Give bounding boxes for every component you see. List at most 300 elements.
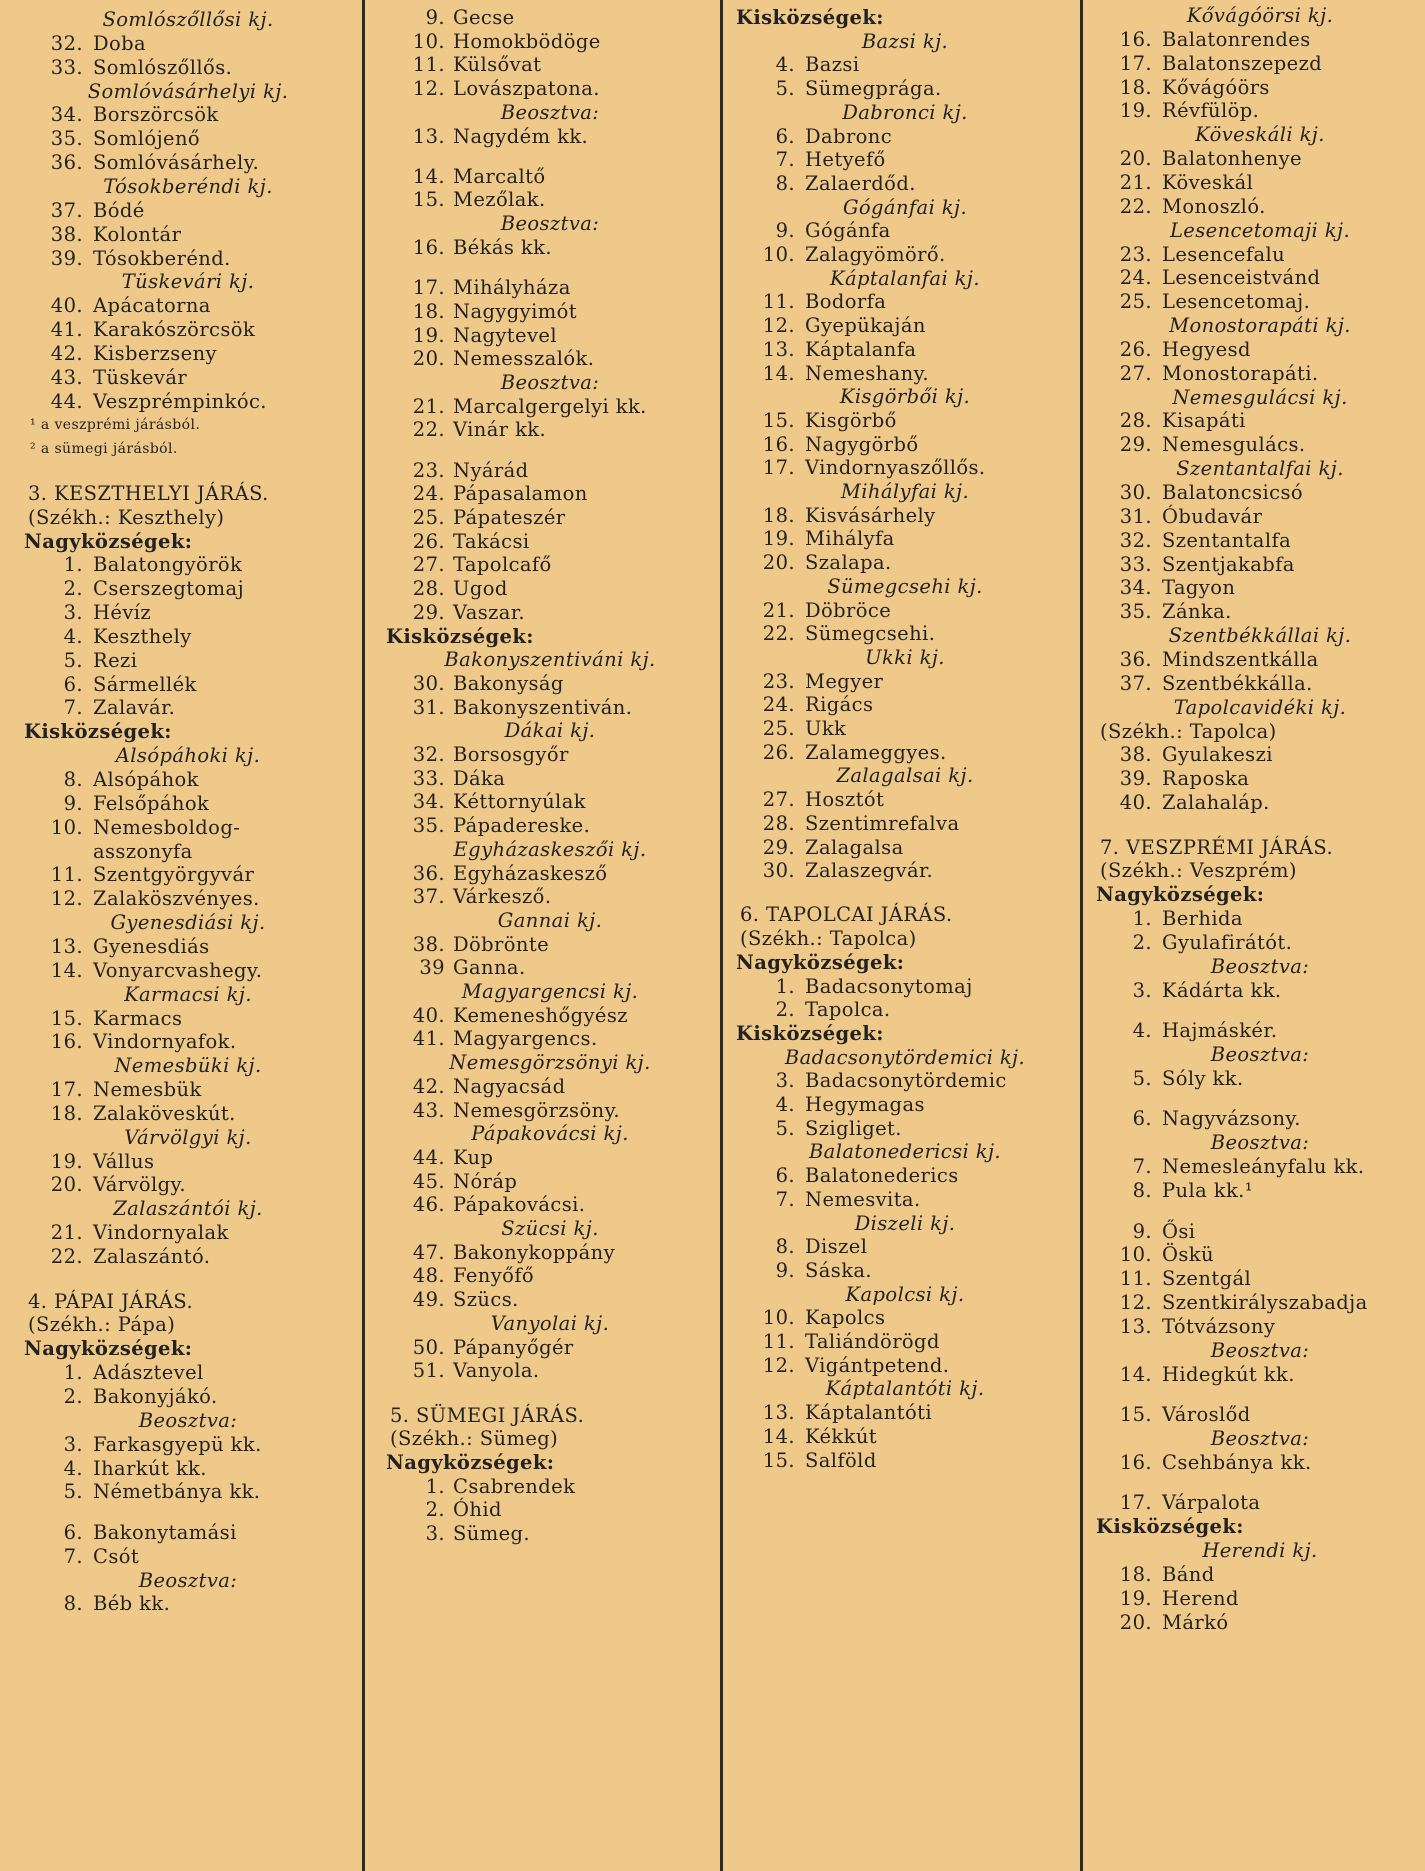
item-number: 14. xyxy=(412,164,445,188)
list-item xyxy=(28,1458,348,1480)
item-number: 1. xyxy=(63,1361,83,1385)
list-item xyxy=(390,7,710,29)
list-item xyxy=(740,600,1070,622)
item-number: 43. xyxy=(50,365,83,389)
list-item xyxy=(390,237,710,259)
settlement-name: Hegyesd xyxy=(1162,337,1251,361)
list-item xyxy=(740,220,1070,242)
item-number: 6. xyxy=(63,672,83,696)
list-item xyxy=(740,1355,1070,1377)
list-item xyxy=(28,1151,348,1173)
item-number: 47. xyxy=(412,1240,445,1264)
list-item xyxy=(740,54,1070,76)
item-number: 10. xyxy=(50,815,83,839)
list-item xyxy=(1100,1452,1420,1474)
list-item xyxy=(28,554,348,576)
settlement-name: Zalaerdőd. xyxy=(805,171,916,195)
settlement-name: Marcaltő xyxy=(453,164,546,188)
settlement-name: Tapolcafő xyxy=(453,553,552,577)
settlement-name: Vanyola. xyxy=(453,1359,540,1383)
settlement-name: Nemesvita. xyxy=(805,1187,921,1211)
settlement-name: Béb kk. xyxy=(93,1592,171,1616)
item-number: 19. xyxy=(1119,1586,1152,1610)
item-number: 26. xyxy=(762,740,795,764)
list-item xyxy=(390,791,710,813)
item-number: 13. xyxy=(762,337,795,361)
list-item xyxy=(740,1165,1070,1187)
list-item xyxy=(1100,1244,1420,1266)
list-item xyxy=(390,1028,710,1050)
list-item xyxy=(28,128,348,150)
subdistrict-heading: Somlóvásárhelyi kj. xyxy=(87,79,289,103)
settlement-name: Zalameggyes. xyxy=(805,740,947,764)
list-item xyxy=(28,224,348,246)
item-number: 39 xyxy=(419,956,445,980)
beosztva-label: Beosztva: xyxy=(1210,1338,1310,1362)
footnote: ¹ a veszprémi járásból. xyxy=(30,417,201,434)
settlement-name: Borszörcsök xyxy=(93,103,219,127)
list-item xyxy=(740,552,1070,574)
item-number: 15. xyxy=(1119,1403,1152,1427)
subdistrict-heading: Nemesgulácsi kj. xyxy=(1172,385,1348,409)
settlement-name: Bakonytamási xyxy=(93,1520,237,1544)
settlement-name: Zalavár. xyxy=(93,696,176,720)
settlement-name: Doba xyxy=(93,31,147,55)
item-number: 36. xyxy=(1119,647,1152,671)
settlement-name: Balatonszepezd xyxy=(1162,51,1323,75)
list-item xyxy=(390,1242,710,1264)
item-number: 41. xyxy=(50,318,83,342)
subdistrict-heading: Várvölgyi kj. xyxy=(124,1125,252,1149)
settlement-name: Hosztót xyxy=(805,788,885,812)
settlement-name: Veszprémpinkóc. xyxy=(93,389,267,413)
subdistrict-heading: Tósokberéndi kj. xyxy=(103,174,273,198)
settlement-name: Fenyőfő xyxy=(453,1264,535,1288)
list-item xyxy=(1100,339,1420,361)
settlement-name: Karmacs xyxy=(93,1006,183,1030)
settlement-name: Mihályháza xyxy=(453,276,571,300)
list-item xyxy=(28,960,348,982)
beosztva-label: Beosztva: xyxy=(1210,954,1310,978)
item-number: 43. xyxy=(412,1098,445,1122)
item-number: 3. xyxy=(425,1522,445,1546)
settlement-name: Vonyarcvashegy. xyxy=(93,958,263,982)
list-item xyxy=(1100,100,1420,122)
settlement-name: Szücs. xyxy=(453,1288,519,1312)
item-number: 37. xyxy=(50,198,83,222)
list-item xyxy=(740,976,1070,998)
settlement-name: Lesencetomaj. xyxy=(1162,290,1311,314)
item-number: 34. xyxy=(50,103,83,127)
settlement-name: Salföld xyxy=(805,1448,877,1472)
list-item xyxy=(390,78,710,100)
item-number: 7. xyxy=(775,1187,795,1211)
list-item xyxy=(28,578,348,600)
list-item xyxy=(28,841,348,863)
settlement-name: Nemesbük xyxy=(93,1078,202,1102)
district-seat: (Székh.: Keszthely) xyxy=(28,505,225,529)
settlement-name: Ganna. xyxy=(453,956,526,980)
item-number: 29. xyxy=(412,600,445,624)
item-number: 13. xyxy=(50,934,83,958)
list-item xyxy=(390,189,710,211)
subdistrict-heading: Mihályfai kj. xyxy=(840,480,970,503)
settlement-name: Marcalgergelyi kk. xyxy=(453,394,647,418)
item-number: 3. xyxy=(63,601,83,625)
settlement-name: Zánka. xyxy=(1162,600,1232,624)
item-number: 40. xyxy=(50,294,83,318)
settlement-name: Szentbékkálla. xyxy=(1162,671,1313,695)
list-item xyxy=(390,554,710,576)
item-number: 42. xyxy=(50,341,83,365)
district-seat: (Székh.: Pápa) xyxy=(28,1313,176,1337)
list-item xyxy=(1100,980,1420,1002)
settlement-name: Tüskevár xyxy=(93,365,188,389)
list-item xyxy=(740,718,1070,740)
item-number: 29. xyxy=(762,835,795,859)
settlement-name: Hetyefő xyxy=(805,148,886,172)
subdistrict-heading: Szentantalfai kj. xyxy=(1176,457,1344,481)
settlement-name: Balatongyörök xyxy=(93,553,243,577)
item-number: 36. xyxy=(50,151,83,175)
settlement-name: Vindornyafok. xyxy=(93,1030,237,1054)
settlement-name: Nagydém kk. xyxy=(453,124,589,148)
item-number: 34. xyxy=(1119,576,1152,600)
list-item xyxy=(1100,673,1420,695)
list-item xyxy=(28,1031,348,1053)
settlement-name: Somlójenő xyxy=(93,127,201,151)
beosztva-label: Beosztva: xyxy=(500,100,600,124)
subdistrict-heading: Lesencetomaji kj. xyxy=(1169,218,1351,242)
settlement-name: Hidegkút kk. xyxy=(1162,1362,1295,1386)
item-number: 16. xyxy=(1119,27,1152,51)
list-item xyxy=(390,1265,710,1287)
list-item xyxy=(740,623,1070,645)
item-number: 42. xyxy=(412,1074,445,1098)
column-3 xyxy=(736,0,1070,1871)
item-number: 28. xyxy=(1119,409,1152,433)
column-divider xyxy=(1080,0,1083,1871)
settlement-name: Nemesboldog- xyxy=(93,815,241,839)
beosztva-label: Beosztva: xyxy=(1210,1131,1310,1155)
list-item xyxy=(1100,768,1420,790)
item-number: 15. xyxy=(412,188,445,212)
settlement-name: Gyulafirátót. xyxy=(1162,930,1293,954)
list-item xyxy=(1100,554,1420,576)
settlement-name: Ugod xyxy=(453,577,508,601)
section-heading: Kisközségek: xyxy=(736,1021,884,1045)
item-number: 18. xyxy=(1119,1563,1152,1587)
settlement-name: Szigliget. xyxy=(805,1116,902,1140)
item-number: 28. xyxy=(762,811,795,835)
settlement-name: Kapolcs xyxy=(805,1306,886,1330)
settlement-name: Szentimrefalva xyxy=(805,811,960,835)
item-number: 32. xyxy=(50,31,83,55)
item-number: 2. xyxy=(1132,930,1152,954)
list-item xyxy=(1100,1364,1420,1386)
subdistrict-heading: Egyházaskeszői kj. xyxy=(453,837,647,861)
subdistrict-heading: Nemesgörzsönyi kj. xyxy=(449,1051,651,1075)
settlement-name: Gyepükaján xyxy=(805,314,926,338)
list-item xyxy=(740,410,1070,432)
item-number: 11. xyxy=(50,863,83,887)
item-number: 26. xyxy=(412,529,445,553)
settlement-name: Kemeneshőgyész xyxy=(453,1003,628,1027)
item-number: 12. xyxy=(762,314,795,338)
settlement-name: Badacsonytördemic xyxy=(805,1069,1007,1093)
list-item xyxy=(28,57,348,79)
item-number: 1. xyxy=(1132,907,1152,931)
settlement-name: Bakonyság xyxy=(453,671,564,695)
item-number: 15. xyxy=(762,408,795,432)
item-number: 23. xyxy=(1119,242,1152,266)
settlement-name: Nagytevel xyxy=(453,323,557,347)
settlement-name: Sóly kk. xyxy=(1162,1066,1244,1090)
settlement-name: Pula kk.¹ xyxy=(1162,1179,1253,1203)
item-number: 21. xyxy=(412,394,445,418)
item-number: 17. xyxy=(50,1078,83,1102)
list-item xyxy=(390,277,710,299)
settlement-name: Somlószőllős. xyxy=(93,55,233,79)
list-item xyxy=(28,674,348,696)
list-item xyxy=(1100,649,1420,671)
item-number: 17. xyxy=(762,456,795,480)
settlement-name: Takácsi xyxy=(453,529,530,553)
settlement-name: Rigács xyxy=(805,693,874,717)
item-number: 10. xyxy=(412,29,445,53)
item-number: 30. xyxy=(762,859,795,883)
item-number: 14. xyxy=(762,1424,795,1448)
list-item xyxy=(390,1289,710,1311)
settlement-name: Kup xyxy=(453,1145,494,1169)
list-item xyxy=(390,1499,710,1521)
settlement-name: Szentgál xyxy=(1162,1267,1252,1291)
settlement-name: Döbröce xyxy=(805,598,892,622)
list-item xyxy=(390,531,710,553)
list-item xyxy=(28,1593,348,1615)
item-number: 7. xyxy=(63,1544,83,1568)
settlement-name: Rezi xyxy=(93,648,138,672)
list-item xyxy=(390,1476,710,1498)
settlement-name: Bakonyszentiván. xyxy=(453,695,633,719)
item-number: 11. xyxy=(762,290,795,314)
settlement-name: Hajmáskér. xyxy=(1162,1019,1278,1043)
item-number: 27. xyxy=(1119,361,1152,385)
settlement-name: Pápadereske. xyxy=(453,814,591,838)
subdistrict-heading: Karmacsi kj. xyxy=(124,982,252,1006)
settlement-name: Óbudavár xyxy=(1162,504,1263,528)
subdistrict-heading: Kisgörbői kj. xyxy=(839,385,971,409)
item-number: 12. xyxy=(1119,1291,1152,1315)
item-number: 15. xyxy=(50,1006,83,1030)
item-number: 8. xyxy=(63,1592,83,1616)
list-item xyxy=(28,1481,348,1503)
item-number: 26. xyxy=(1119,337,1152,361)
list-item xyxy=(390,325,710,347)
item-number: 38. xyxy=(50,222,83,246)
settlement-name: Révfülöp. xyxy=(1162,99,1260,123)
list-item xyxy=(28,1386,348,1408)
list-item xyxy=(390,1171,710,1193)
settlement-name: Ukk xyxy=(805,717,847,740)
settlement-name: Sáska. xyxy=(805,1258,873,1282)
list-item xyxy=(390,126,710,148)
settlement-name: Farkasgyepü kk. xyxy=(93,1432,262,1456)
list-item xyxy=(28,602,348,624)
settlement-name: Bodorfa xyxy=(805,290,887,314)
item-number: 35. xyxy=(1119,600,1152,624)
list-item xyxy=(1100,1221,1420,1243)
item-number: 35. xyxy=(50,127,83,151)
subdistrict-heading: Pápakovácsi kj. xyxy=(471,1122,629,1146)
subdistrict-heading: Monostorapáti kj. xyxy=(1169,314,1351,338)
district-seat: (Székh.: Tapolca) xyxy=(740,927,917,951)
list-item xyxy=(740,837,1070,859)
subdistrict-heading: Ukki kj. xyxy=(865,645,945,669)
list-item xyxy=(1100,1588,1420,1610)
list-item xyxy=(390,1147,710,1169)
list-item xyxy=(1100,1108,1420,1130)
item-number: 21. xyxy=(50,1221,83,1245)
settlement-name: Káptalantóti xyxy=(805,1401,933,1425)
list-item xyxy=(390,483,710,505)
settlement-name: Sármellék xyxy=(93,672,197,696)
subdistrict-heading: Gannai kj. xyxy=(497,908,603,932)
item-number: 40. xyxy=(412,1003,445,1027)
settlement-name: Vállus xyxy=(93,1149,155,1173)
settlement-name: Tapolca. xyxy=(805,998,891,1022)
list-item xyxy=(1100,1612,1420,1634)
item-number: 27. xyxy=(762,788,795,812)
settlement-name: Nemeshany. xyxy=(805,361,930,385)
settlement-name: Mindszentkálla xyxy=(1162,647,1319,671)
settlement-name: Kővágóörs xyxy=(1162,75,1270,99)
list-item xyxy=(390,396,710,418)
subdistrict-heading: Kővágóörsi kj. xyxy=(1186,4,1334,27)
list-item xyxy=(740,126,1070,148)
list-item xyxy=(390,602,710,624)
item-number: 12. xyxy=(412,77,445,101)
settlement-name: Kisgörbő xyxy=(805,408,897,432)
item-number: 16. xyxy=(1119,1450,1152,1474)
item-number: 9. xyxy=(63,791,83,815)
settlement-name: Iharkút kk. xyxy=(93,1456,207,1480)
settlement-name: Monoszló. xyxy=(1162,194,1266,218)
list-item xyxy=(740,1426,1070,1448)
subdistrict-heading: Gyenesdiási kj. xyxy=(110,911,266,935)
item-number: 5. xyxy=(63,648,83,672)
settlement-name: Kékkút xyxy=(805,1424,878,1448)
list-item xyxy=(740,1118,1070,1140)
settlement-name: Pápateszér xyxy=(453,506,566,530)
list-item xyxy=(390,1005,710,1027)
list-item xyxy=(740,1402,1070,1424)
settlement-name: Raposka xyxy=(1162,767,1250,791)
item-number: 8. xyxy=(775,1235,795,1259)
item-number: 18. xyxy=(412,299,445,323)
item-number: 21. xyxy=(762,598,795,622)
beosztva-label: Beosztva: xyxy=(138,1568,238,1592)
settlement-name: Homokbödöge xyxy=(453,29,601,53)
settlement-name: Sümegcsehi. xyxy=(805,622,936,646)
item-number: 41. xyxy=(412,1027,445,1051)
item-number: 35. xyxy=(412,814,445,838)
item-number: 7. xyxy=(1132,1155,1152,1179)
settlement-name: Felsőpáhok xyxy=(93,791,210,815)
settlement-name: Csót xyxy=(93,1544,140,1568)
section-heading: Kisközségek: xyxy=(1096,1515,1244,1539)
item-number: 9. xyxy=(425,6,445,29)
settlement-name: Nemesgörzsöny. xyxy=(453,1098,620,1122)
item-number: 23. xyxy=(412,458,445,482)
list-item xyxy=(28,1522,348,1544)
list-item xyxy=(1100,1564,1420,1586)
list-item xyxy=(28,295,348,317)
district-seat: (Székh.: Veszprém) xyxy=(1100,859,1297,883)
settlement-name: Nóráp xyxy=(453,1169,518,1193)
settlement-name: Nemesgulács. xyxy=(1162,433,1306,457)
list-item xyxy=(1100,1020,1420,1042)
list-item xyxy=(1100,1316,1420,1338)
settlement-name: Csabrendek xyxy=(453,1474,576,1498)
settlement-name: Dáka xyxy=(453,766,506,790)
item-number: 11. xyxy=(1119,1267,1152,1291)
settlement-name: Ősi xyxy=(1162,1219,1196,1243)
item-number: 16. xyxy=(50,1030,83,1054)
settlement-name: Zalaszegvár. xyxy=(805,859,934,883)
item-number: 30. xyxy=(412,671,445,695)
beosztva-label: Beosztva: xyxy=(138,1408,238,1432)
district-seat: (Székh.: Sümeg) xyxy=(390,1427,559,1451)
item-number: 13. xyxy=(412,124,445,148)
section-heading: Kisközségek: xyxy=(736,6,884,29)
item-number: 2. xyxy=(425,1498,445,1522)
subdistrict-heading: Káptalantóti kj. xyxy=(825,1377,985,1401)
item-number: 10. xyxy=(762,243,795,266)
list-item xyxy=(28,200,348,222)
list-item xyxy=(390,1360,710,1382)
list-item xyxy=(1100,577,1420,599)
item-number: 8. xyxy=(1132,1179,1152,1203)
item-number: 15. xyxy=(762,1448,795,1472)
settlement-name: Sümegprága. xyxy=(805,77,942,101)
list-item xyxy=(28,769,348,791)
item-number: 23. xyxy=(762,669,795,693)
section-heading: Kisközségek: xyxy=(24,720,172,744)
settlement-name: Nemesleányfalu kk. xyxy=(1162,1155,1365,1179)
subdistrict-heading: Dákai kj. xyxy=(504,719,596,743)
list-item xyxy=(1100,29,1420,51)
item-number: 9. xyxy=(775,219,795,243)
item-number: 5. xyxy=(1132,1066,1152,1090)
item-number: 32. xyxy=(412,743,445,767)
settlement-name: Bánd xyxy=(1162,1563,1215,1587)
list-item xyxy=(390,768,710,790)
item-number: 10. xyxy=(1119,1243,1152,1267)
list-item xyxy=(390,744,710,766)
beosztva-label: Beosztva: xyxy=(500,212,600,236)
district-title: 3. KESZTHELYI JÁRÁS. xyxy=(28,481,269,505)
settlement-name: Tagyon xyxy=(1162,576,1236,600)
list-item xyxy=(1100,744,1420,766)
list-item xyxy=(390,697,710,719)
settlement-name: Berhida xyxy=(1162,907,1243,931)
settlement-name: Németbánya kk. xyxy=(93,1480,261,1504)
settlement-name: Herend xyxy=(1162,1586,1239,1610)
list-item xyxy=(390,863,710,885)
item-number: 20. xyxy=(762,551,795,575)
item-number: 7. xyxy=(63,696,83,720)
